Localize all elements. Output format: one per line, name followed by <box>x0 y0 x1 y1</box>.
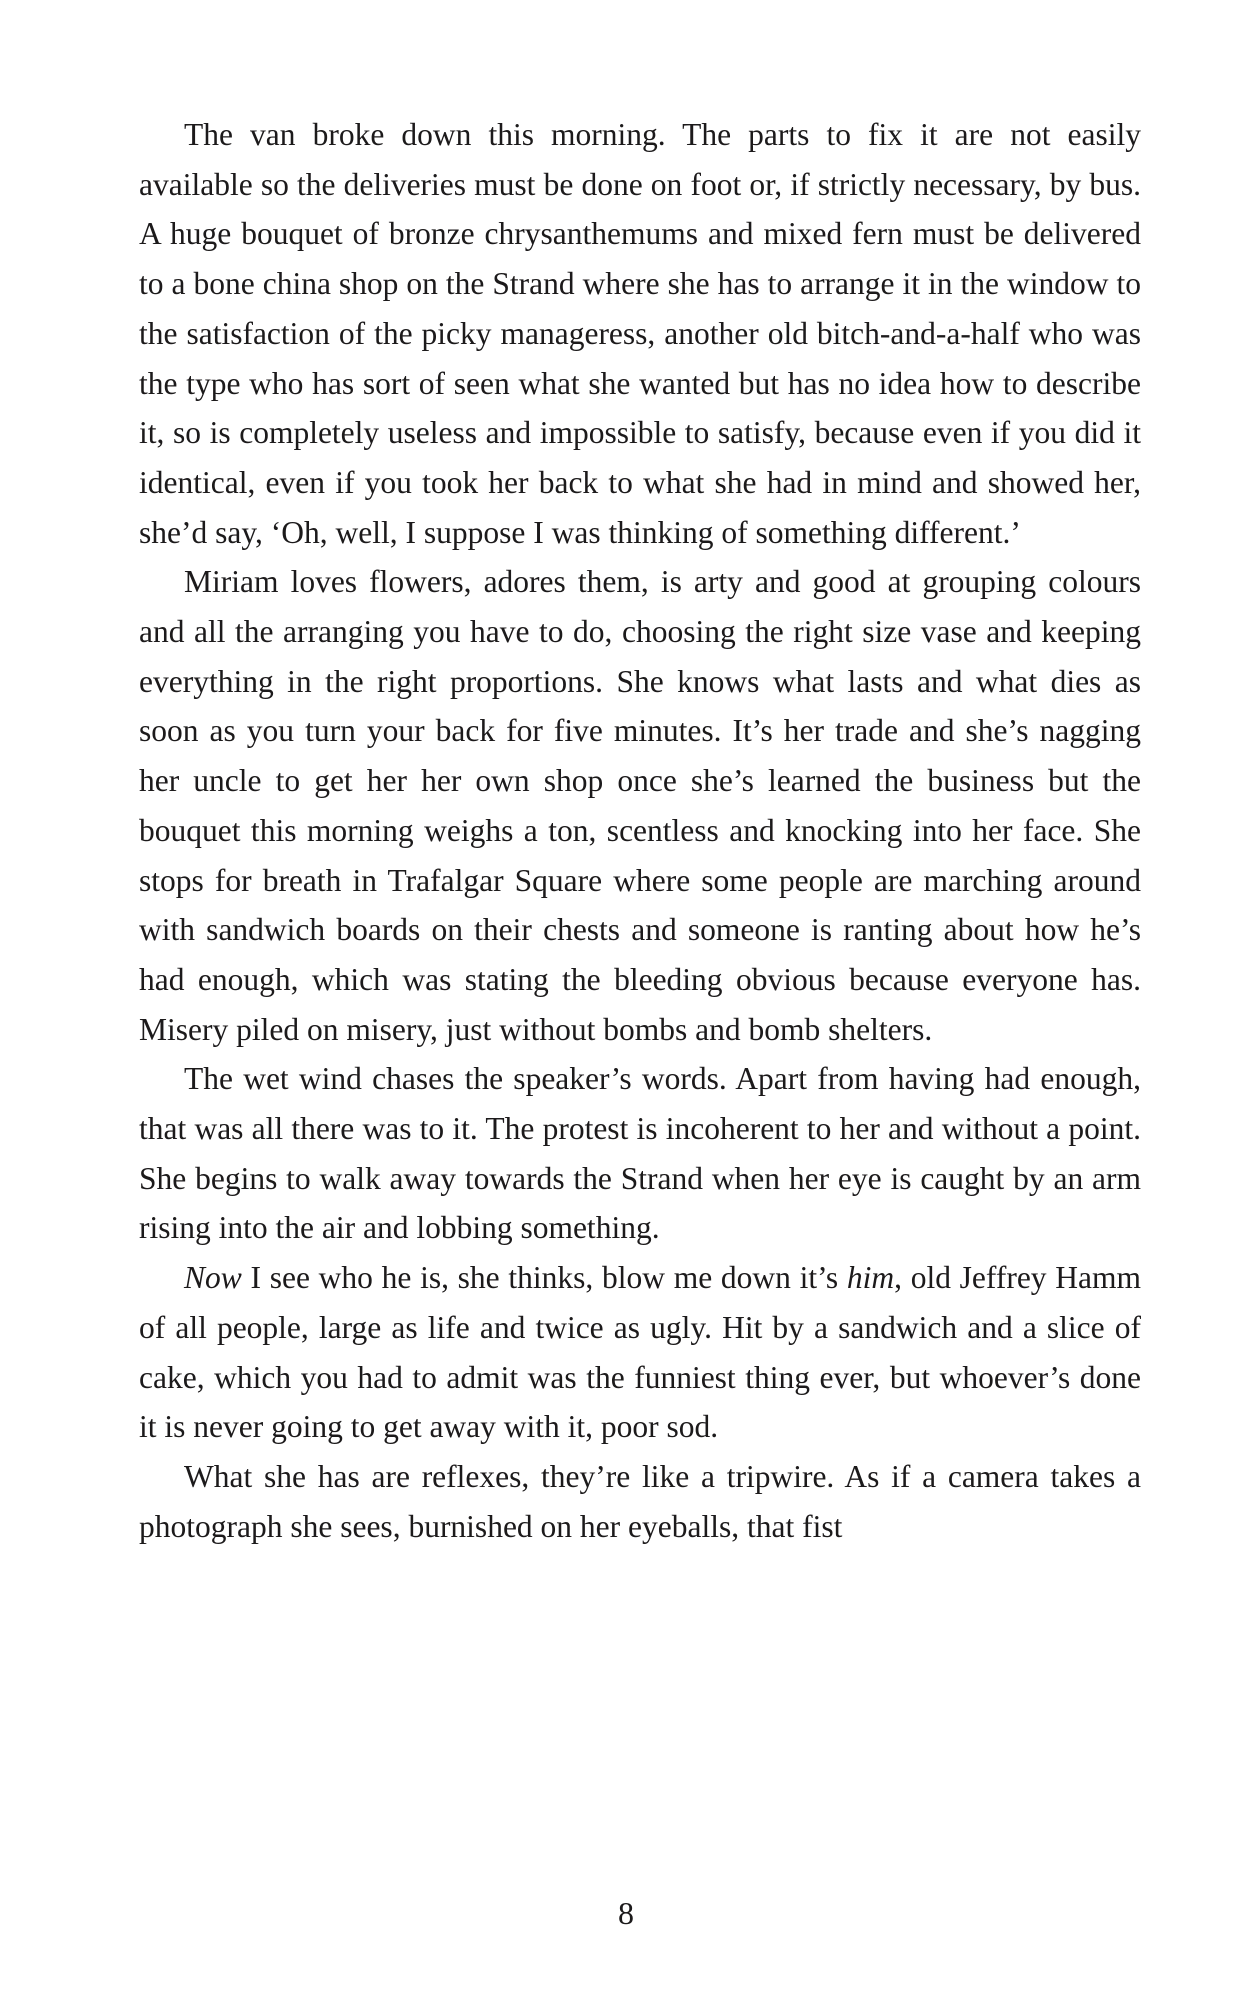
text-segment: The wet wind chases the speaker’s words. Apart from having had enough, that was all there was to it. The protest is incoherent to her and without a point. She begins to walk away towards the Strand when her eye is caught by an arm rising into the air and lobbing something. <box>139 1061 1141 1246</box>
page-number: 8 <box>618 1895 634 1931</box>
paragraph <box>139 1452 1141 1551</box>
text-segment: I see who he is, she thinks, blow me down it’s <box>241 1260 847 1296</box>
paragraph <box>139 1253 1141 1452</box>
paragraph <box>139 1054 1141 1253</box>
text-segment: , old Jeffrey Hamm of all people, large as life and twice as ugly. Hit by a sandwich and a slice of cake, which you had to admit was the funniest thing ever, but whoever’s done it is never going to get away with it, poor sod. <box>139 1260 1141 1445</box>
text-segment: The van broke down this morning. The parts to fix it are not easily available so the deliveries must be done on foot or, if strictly necessary, by bus. A huge bouquet of bronze chrysanthemums and mixed fern must be delivered to a bone china shop on the Strand where she has to arrange it in the window to the satisfaction of the picky manageress, another old bitch-and-a-half who was the type who has sort of seen what she wanted but has no idea how to describe it, so is completely useless and impossible to satisfy, because even if you did it identical, even if you took her back to what she had in mind and showed her, she’d say, ‘Oh, well, I suppose I was thinking of something different.’ <box>139 117 1141 550</box>
italic-text-segment: him <box>846 1260 895 1296</box>
body-text <box>139 110 1141 1551</box>
italic-text-segment: Now <box>184 1260 242 1296</box>
paragraph <box>139 110 1141 557</box>
text-segment: What she has are reflexes, they’re like a tripwire. As if a camera takes a photograph she sees, burnished on her eyeballs, that fist <box>139 1458 1141 1544</box>
paragraph <box>139 557 1141 1054</box>
text-segment: Miriam loves flowers, adores them, is arty and good at grouping colours and all the arranging you have to do, choosing the right size vase and keeping everything in the right proportions. She knows what lasts and what dies as soon as you turn your back for five minutes. It’s her trade and she’s nagging her uncle to get her her own shop once she’s learned the business but the bouquet this morning weighs a ton, scentless and knocking into her face. She stops for breath in Trafalgar Square where some people are marching around with sandwich boards on their chests and someone is ranting about how he’s had enough, which was stating the bleeding obvious because everyone has. Misery piled on misery, just without bombs and bomb shelters. <box>139 564 1141 1047</box>
